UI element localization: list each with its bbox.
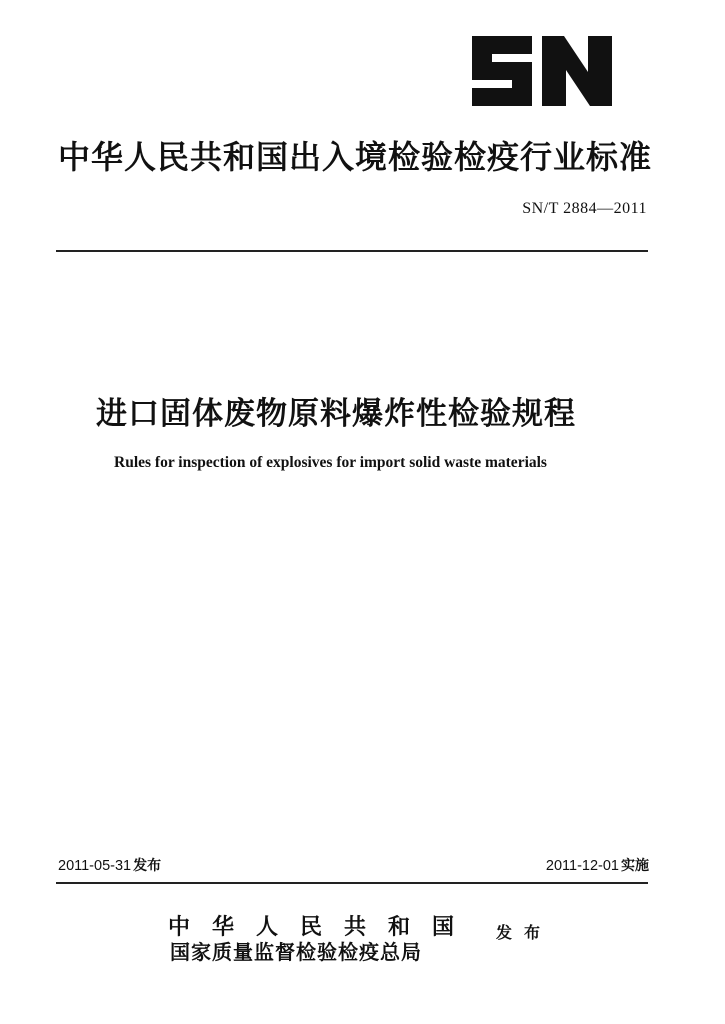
effective-date: 2011-12-01: [545, 858, 619, 874]
header-divider: [56, 250, 648, 252]
footer-divider: [56, 882, 648, 884]
publish-date: 2011-05-31: [58, 858, 132, 874]
standard-category: 中华人民共和国出入境检验检疫行业标准: [58, 138, 653, 176]
standard-number: SN/T 2884—2011: [522, 200, 647, 217]
sn-logo-graphic: [468, 36, 614, 106]
document-title-en: Rules for inspection of explosives for import solid waste materials: [114, 454, 547, 471]
document-title-zh: 进口固体废物原料爆炸性检验规程: [96, 396, 576, 432]
sn-logo: [468, 36, 614, 106]
publish-date-block: [58, 855, 161, 875]
publish-label: 发布: [133, 858, 162, 874]
issuer-agency: 国家质量监督检验检疫总局: [170, 940, 422, 964]
effective-label: 实施: [621, 858, 649, 874]
effective-date-block: [546, 855, 649, 875]
issue-action: 发布: [496, 923, 553, 942]
issuer-country: 中华人民共和国: [168, 914, 477, 940]
